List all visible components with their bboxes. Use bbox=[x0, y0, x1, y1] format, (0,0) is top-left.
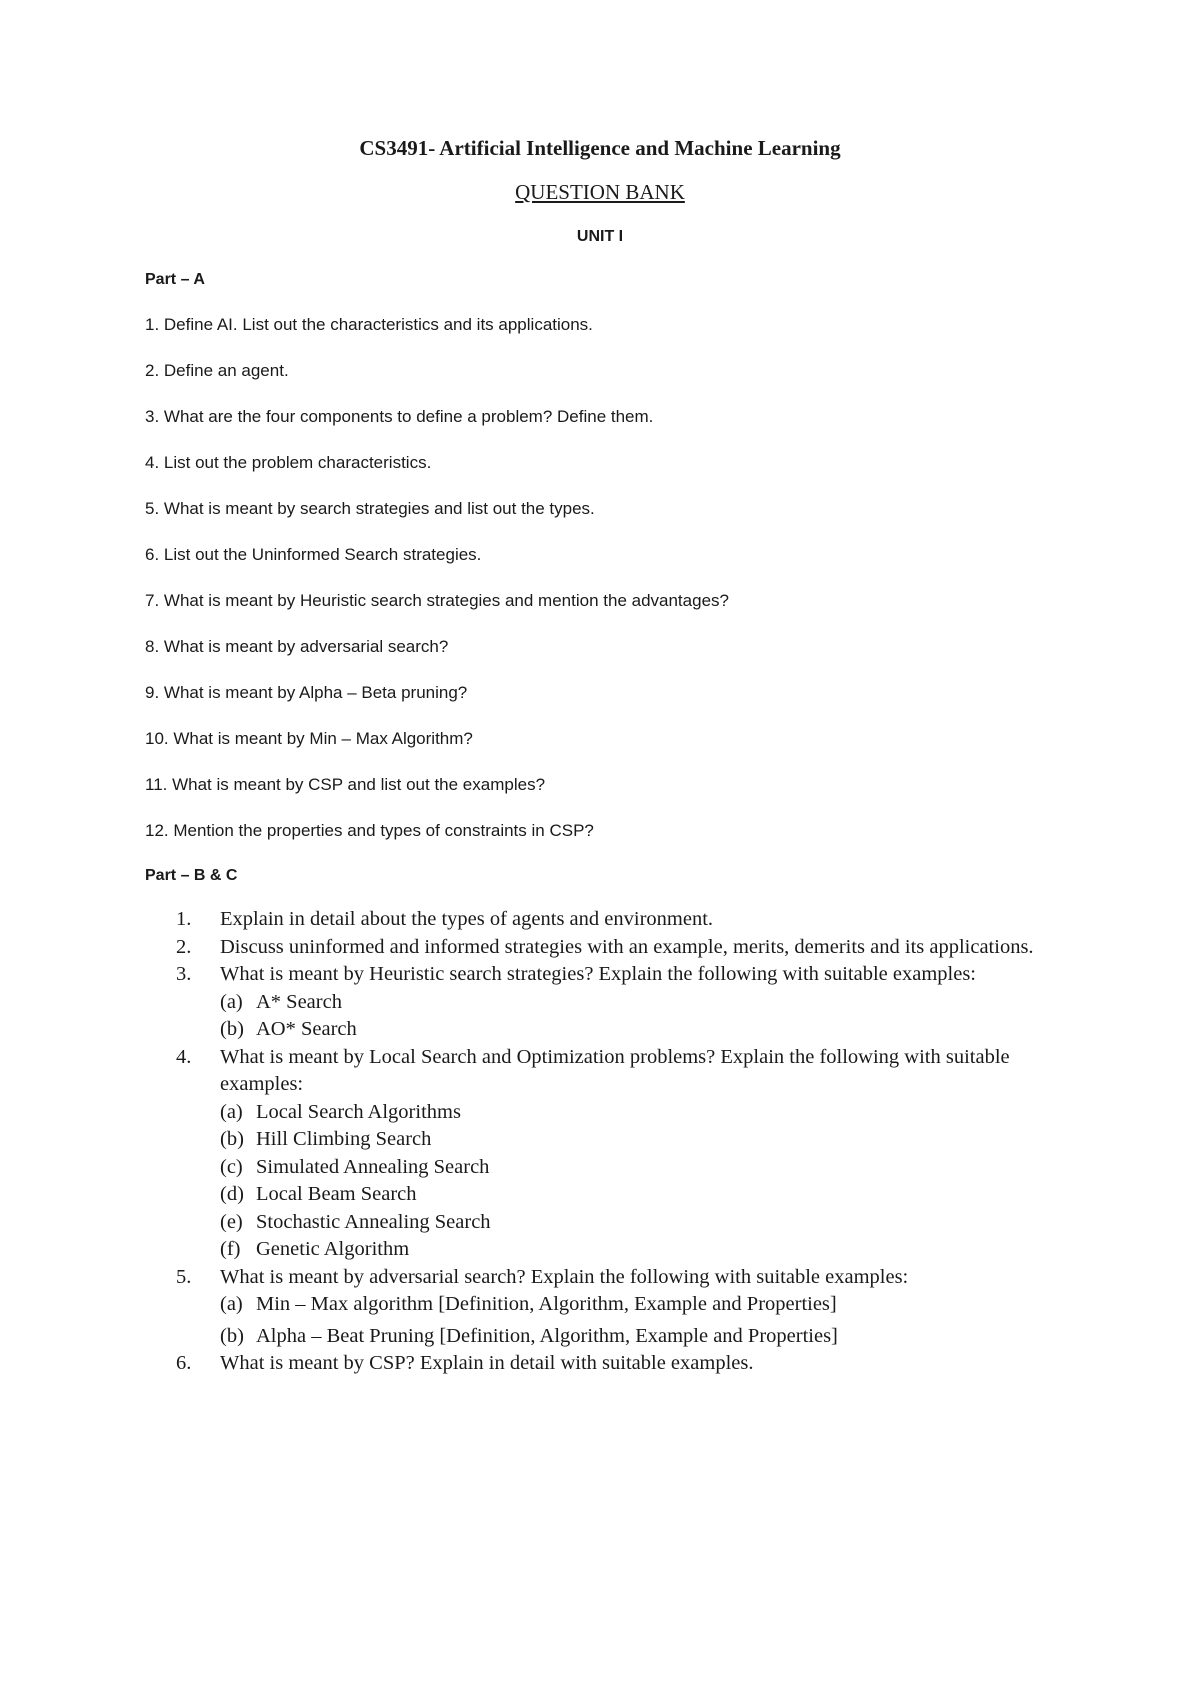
question-text: What is meant by Local Search and Optimization problems? Explain the following with suitable examples: bbox=[220, 1045, 1010, 1095]
part-bc-question bbox=[176, 1350, 1076, 1378]
part-bc-question-list bbox=[176, 906, 1076, 1378]
part-bc-question bbox=[176, 961, 1076, 1044]
sub-question-letter: (a) bbox=[220, 990, 243, 1013]
part-bc-question bbox=[176, 906, 1076, 934]
part-a-question: 8. What is meant by adversarial search? bbox=[145, 637, 449, 656]
sub-question-text: Genetic Algorithm bbox=[256, 1238, 410, 1260]
question-number: 4. bbox=[176, 1045, 192, 1068]
document-subtitle: QUESTION BANK bbox=[515, 180, 685, 204]
part-a-question: 5. What is meant by search strategies and list out the types. bbox=[145, 499, 595, 518]
sub-question bbox=[220, 1181, 1076, 1209]
sub-question bbox=[220, 1236, 1076, 1264]
part-a-question: 1. Define AI. List out the characteristics and its applications. bbox=[145, 315, 593, 334]
question-text: Explain in detail about the types of agents and environment. bbox=[220, 908, 714, 930]
part-bc-heading: Part – B & C bbox=[145, 867, 238, 884]
sub-question-letter: (d) bbox=[220, 1183, 244, 1205]
part-a-question: 2. Define an agent. bbox=[145, 361, 289, 380]
question-number: 2. bbox=[176, 935, 192, 958]
sub-question bbox=[220, 989, 1076, 1017]
part-bc-question bbox=[176, 1264, 1076, 1351]
sub-question-list bbox=[220, 1291, 1076, 1350]
question-text: What is meant by Heuristic search strategies? Explain the following with suitable examples: bbox=[220, 963, 977, 985]
sub-question-list bbox=[220, 1099, 1076, 1264]
part-bc-question bbox=[176, 934, 1076, 962]
sub-question-letter: (b) bbox=[220, 1018, 244, 1040]
part-bc-question bbox=[176, 1044, 1076, 1264]
part-a-question: 6. List out the Uninformed Search strategies. bbox=[145, 545, 482, 564]
sub-question-text: Hill Climbing Search bbox=[256, 1128, 432, 1150]
sub-question bbox=[220, 1209, 1076, 1237]
sub-question-letter: (a) bbox=[220, 1293, 243, 1315]
part-a-question: 9. What is meant by Alpha – Beta pruning? bbox=[145, 683, 468, 702]
part-a-question: 11. What is meant by CSP and list out the examples? bbox=[145, 775, 546, 794]
question-number: 6. bbox=[176, 1352, 192, 1374]
sub-question-text: AO* Search bbox=[256, 1018, 357, 1040]
sub-question-letter: (b) bbox=[220, 1324, 244, 1347]
sub-question-list bbox=[220, 989, 1076, 1044]
part-a-question: 10. What is meant by Min – Max Algorithm? bbox=[145, 729, 473, 748]
sub-question-letter: (f) bbox=[220, 1238, 241, 1260]
sub-question bbox=[220, 1291, 1076, 1319]
part-a-question-list bbox=[145, 315, 729, 867]
sub-question-letter: (b) bbox=[220, 1128, 244, 1150]
document-title: CS3491- Artificial Intelligence and Machine Learning bbox=[359, 136, 841, 160]
sub-question-text: Simulated Annealing Search bbox=[256, 1155, 490, 1178]
sub-question bbox=[220, 1099, 1076, 1127]
part-a-question: 4. List out the problem characteristics. bbox=[145, 453, 432, 472]
question-text: What is meant by CSP? Explain in detail with suitable examples. bbox=[220, 1352, 754, 1374]
question-text: What is meant by adversarial search? Explain the following with suitable examples: bbox=[220, 1265, 909, 1288]
question-number: 5. bbox=[176, 1265, 192, 1288]
sub-question-letter: (a) bbox=[220, 1100, 243, 1123]
sub-question bbox=[220, 1126, 1076, 1154]
sub-question bbox=[220, 1154, 1076, 1182]
sub-question-letter: (e) bbox=[220, 1210, 243, 1233]
question-number: 1. bbox=[176, 908, 192, 930]
question-text: Discuss uninformed and informed strategies with an example, merits, demerits and its applications. bbox=[220, 935, 1034, 958]
sub-question-letter: (c) bbox=[220, 1155, 243, 1178]
sub-question bbox=[220, 1323, 1076, 1351]
part-a-heading: Part – A bbox=[145, 271, 205, 288]
sub-question-text: Alpha – Beat Pruning [Definition, Algorithm, Example and Properties] bbox=[256, 1324, 838, 1347]
sub-question bbox=[220, 1016, 1076, 1044]
sub-question-text: Min – Max algorithm [Definition, Algorithm, Example and Properties] bbox=[256, 1293, 837, 1315]
sub-question-text: Stochastic Annealing Search bbox=[256, 1210, 491, 1233]
part-a-question: 12. Mention the properties and types of constraints in CSP? bbox=[145, 821, 594, 840]
sub-question-text: Local Beam Search bbox=[256, 1183, 417, 1205]
sub-question-text: A* Search bbox=[256, 990, 342, 1013]
part-a-question: 7. What is meant by Heuristic search strategies and mention the advantages? bbox=[145, 591, 729, 610]
question-number: 3. bbox=[176, 963, 192, 985]
unit-heading: UNIT I bbox=[576, 228, 624, 245]
part-a-question: 3. What are the four components to define a problem? Define them. bbox=[145, 407, 654, 426]
sub-question-text: Local Search Algorithms bbox=[256, 1100, 461, 1123]
